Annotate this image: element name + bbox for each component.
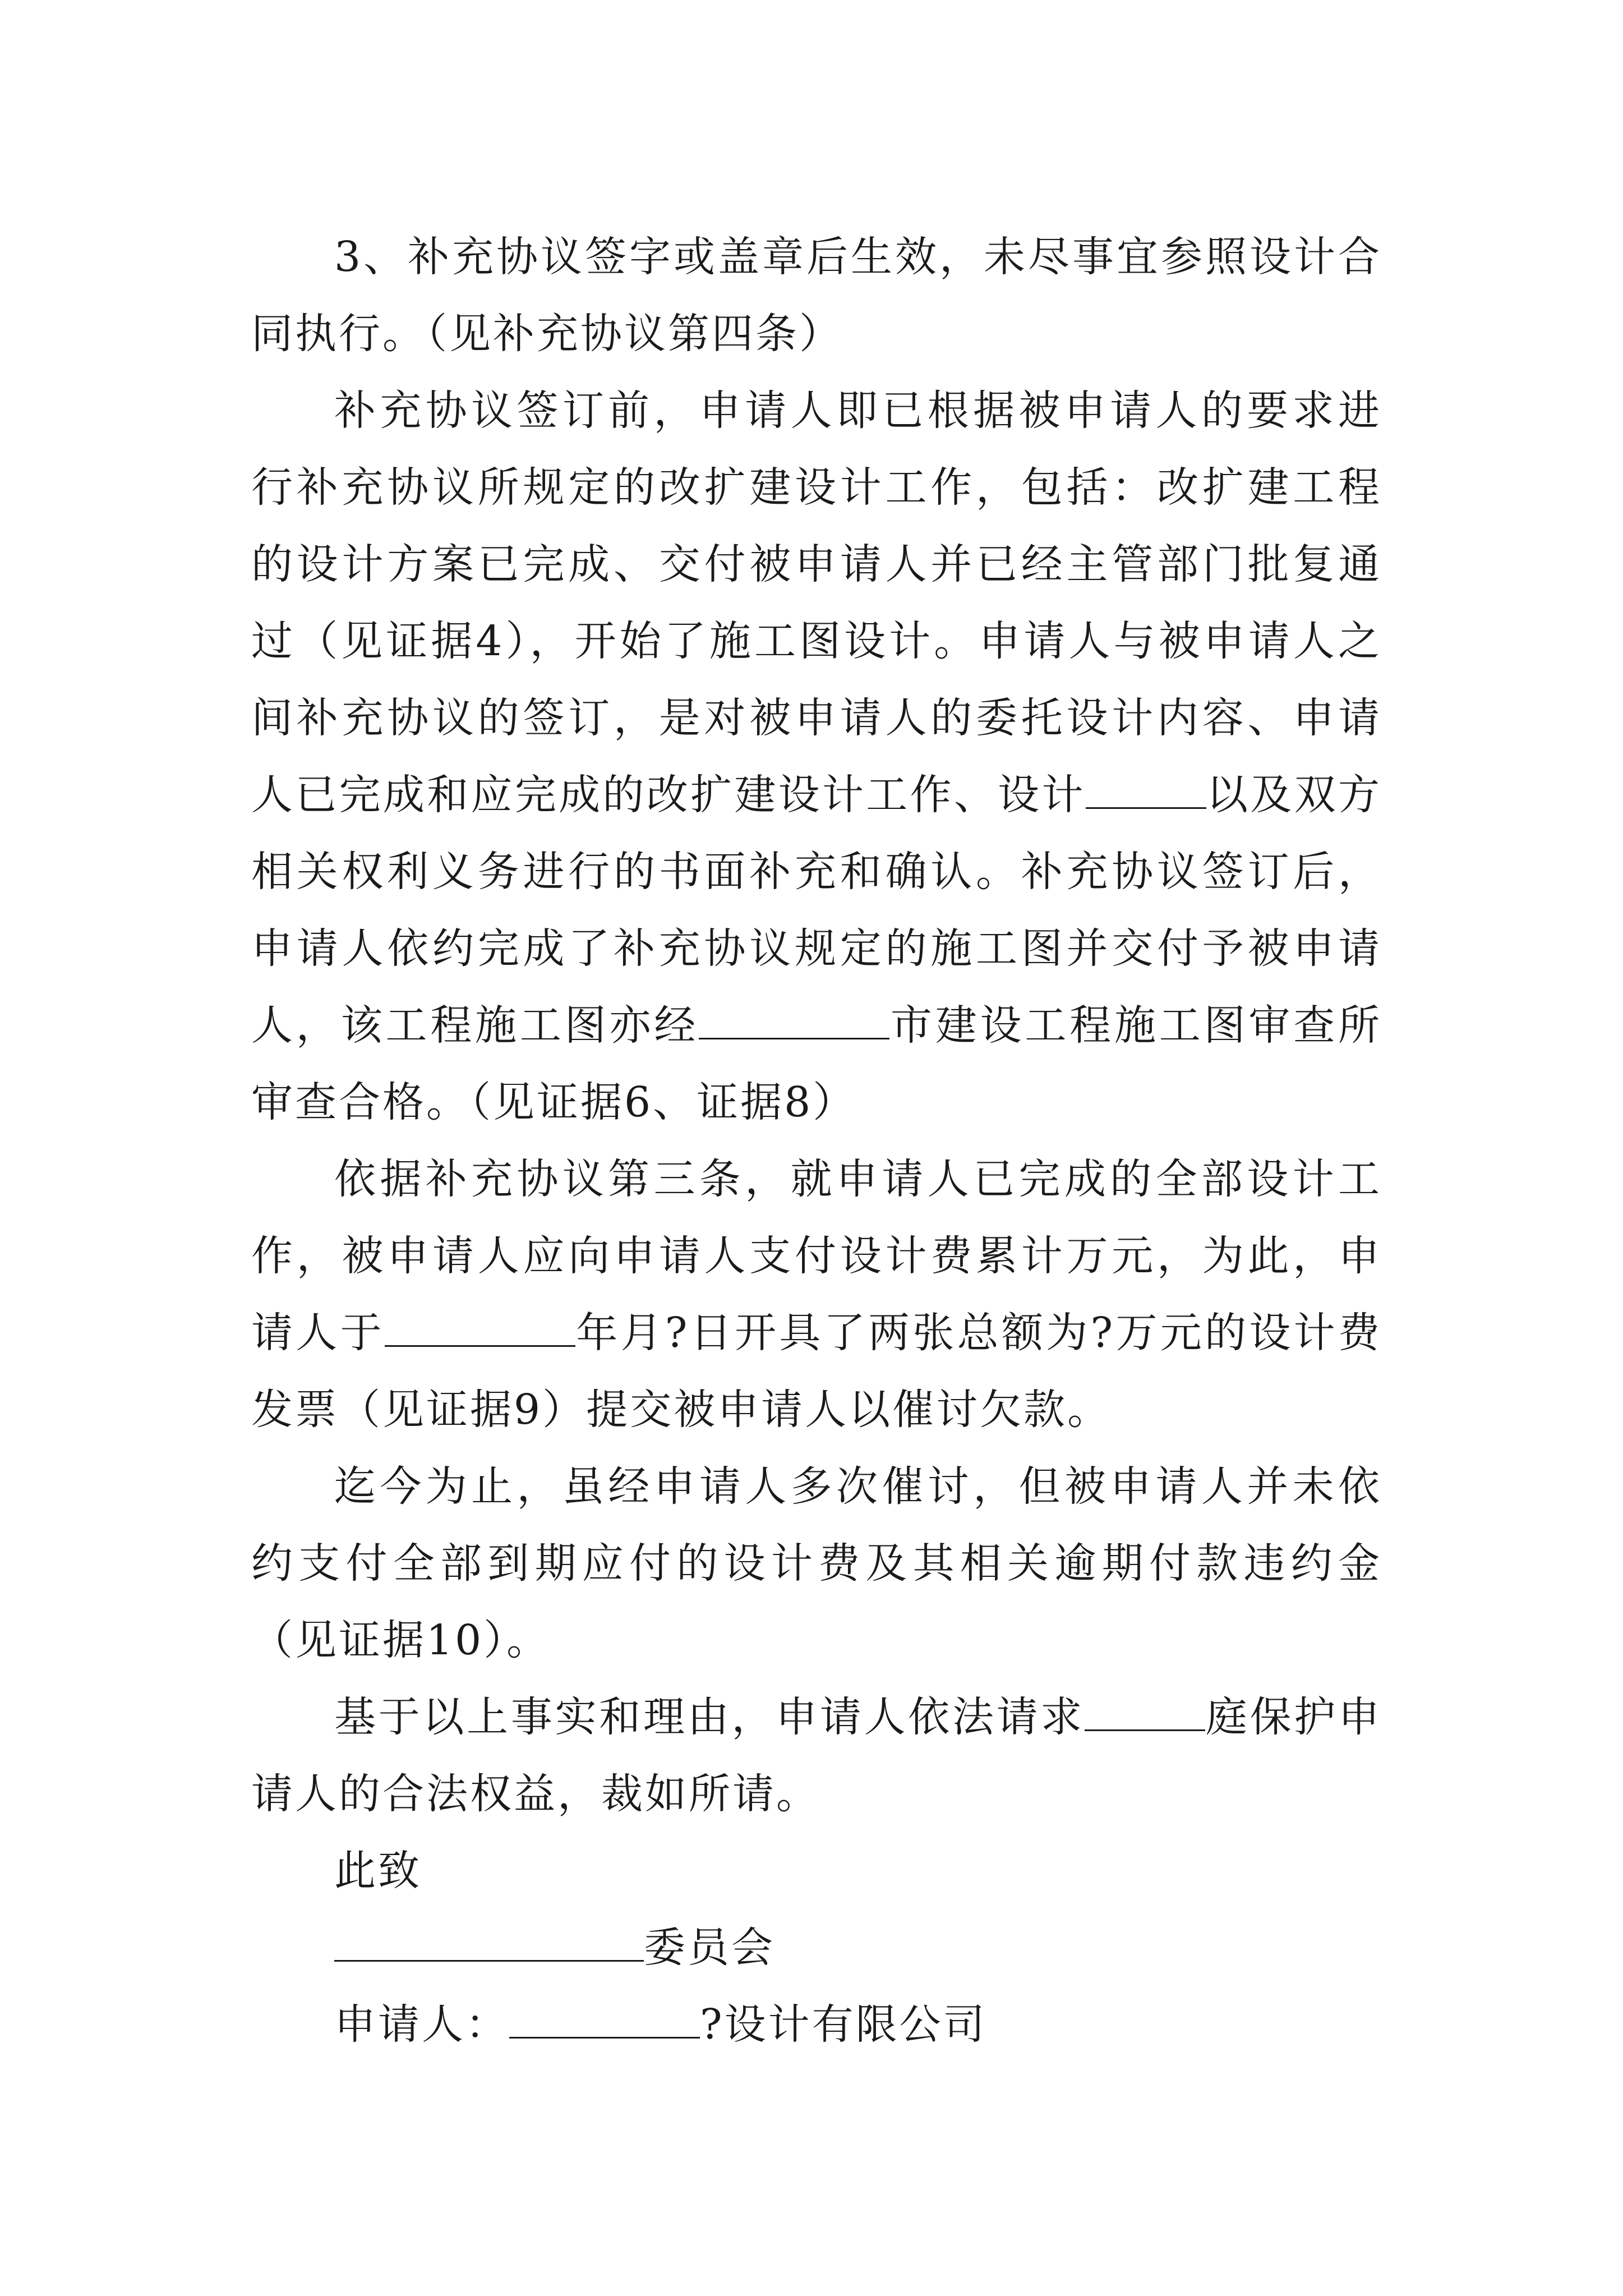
committee-suffix: 委员会 <box>644 1924 775 1972</box>
blank-field <box>699 1003 889 1039</box>
paragraph-design-work <box>251 372 1382 1141</box>
committee-line <box>251 1910 1382 1986</box>
paragraph-fee-invoice-part2: 年月?日开具了两张总额为?万元的设计费发票（见证据9）提交被申请人以催讨欠款。 <box>251 1309 1382 1434</box>
blank-field <box>1086 772 1206 809</box>
salutation: 此致 <box>334 1847 422 1895</box>
paragraph-supplement-effective: 3、补充协议签字或盖章后生效，未尽事宜参照设计合同执行。（见补充协议第四条） <box>251 233 1382 358</box>
document-body <box>251 219 1382 2063</box>
paragraph-unpaid: 迄今为止，虽经申请人多次催讨，但被申请人并未依约支付全部到期应付的设计费及其相关逾期付款违约金（见证据10）。 <box>251 1462 1382 1664</box>
paragraph-request-part2: 庭保护申请人的合法权益，裁如所请。 <box>251 1693 1382 1818</box>
paragraph-design-work-part2: 以及双方相关权利义务进行的书面补充和确认。补充协议签订后，申请人依约完成了补充协议规定的施工图并交付予被申请人，该工程施工图亦经 <box>251 771 1382 1050</box>
applicant-line <box>251 1986 1382 2063</box>
blank-field <box>509 2002 700 2039</box>
paragraph-design-work-part3: 市建设工程施工图审查所审查合格。（见证据6、证据8） <box>251 1001 1382 1126</box>
applicant-suffix: ?设计有限公司 <box>700 2000 987 2049</box>
applicant-label: 申请人： <box>334 2000 509 2049</box>
paragraph-design-work-part1: 补充协议签订前，申请人即已根据被申请人的要求进行补充协议所规定的改扩建设计工作，包括：改扩建工程的设计方案已完成、交付被申请人并已经主管部门批复通过（见证据4），开始了施工图设计。申请人与被申请人之间补充协议的签订，是对被申请人的委托设计内容、申请人已完成和应完成的改扩建设计工作、设计 <box>251 386 1382 819</box>
paragraph-fee-invoice <box>251 1141 1382 1448</box>
paragraph-request-part1: 基于以上事实和理由，申请人依法请求 <box>334 1693 1085 1741</box>
blank-field <box>334 1925 644 1962</box>
blank-field <box>385 1310 575 1347</box>
blank-field <box>1085 1695 1205 1731</box>
paragraph-fee-invoice-part1: 依据补充协议第三条，就申请人已完成的全部设计工作，被申请人应向申请人支付设计费累计万元，为此，申请人于 <box>251 1155 1382 1357</box>
paragraph-request <box>251 1679 1382 1833</box>
